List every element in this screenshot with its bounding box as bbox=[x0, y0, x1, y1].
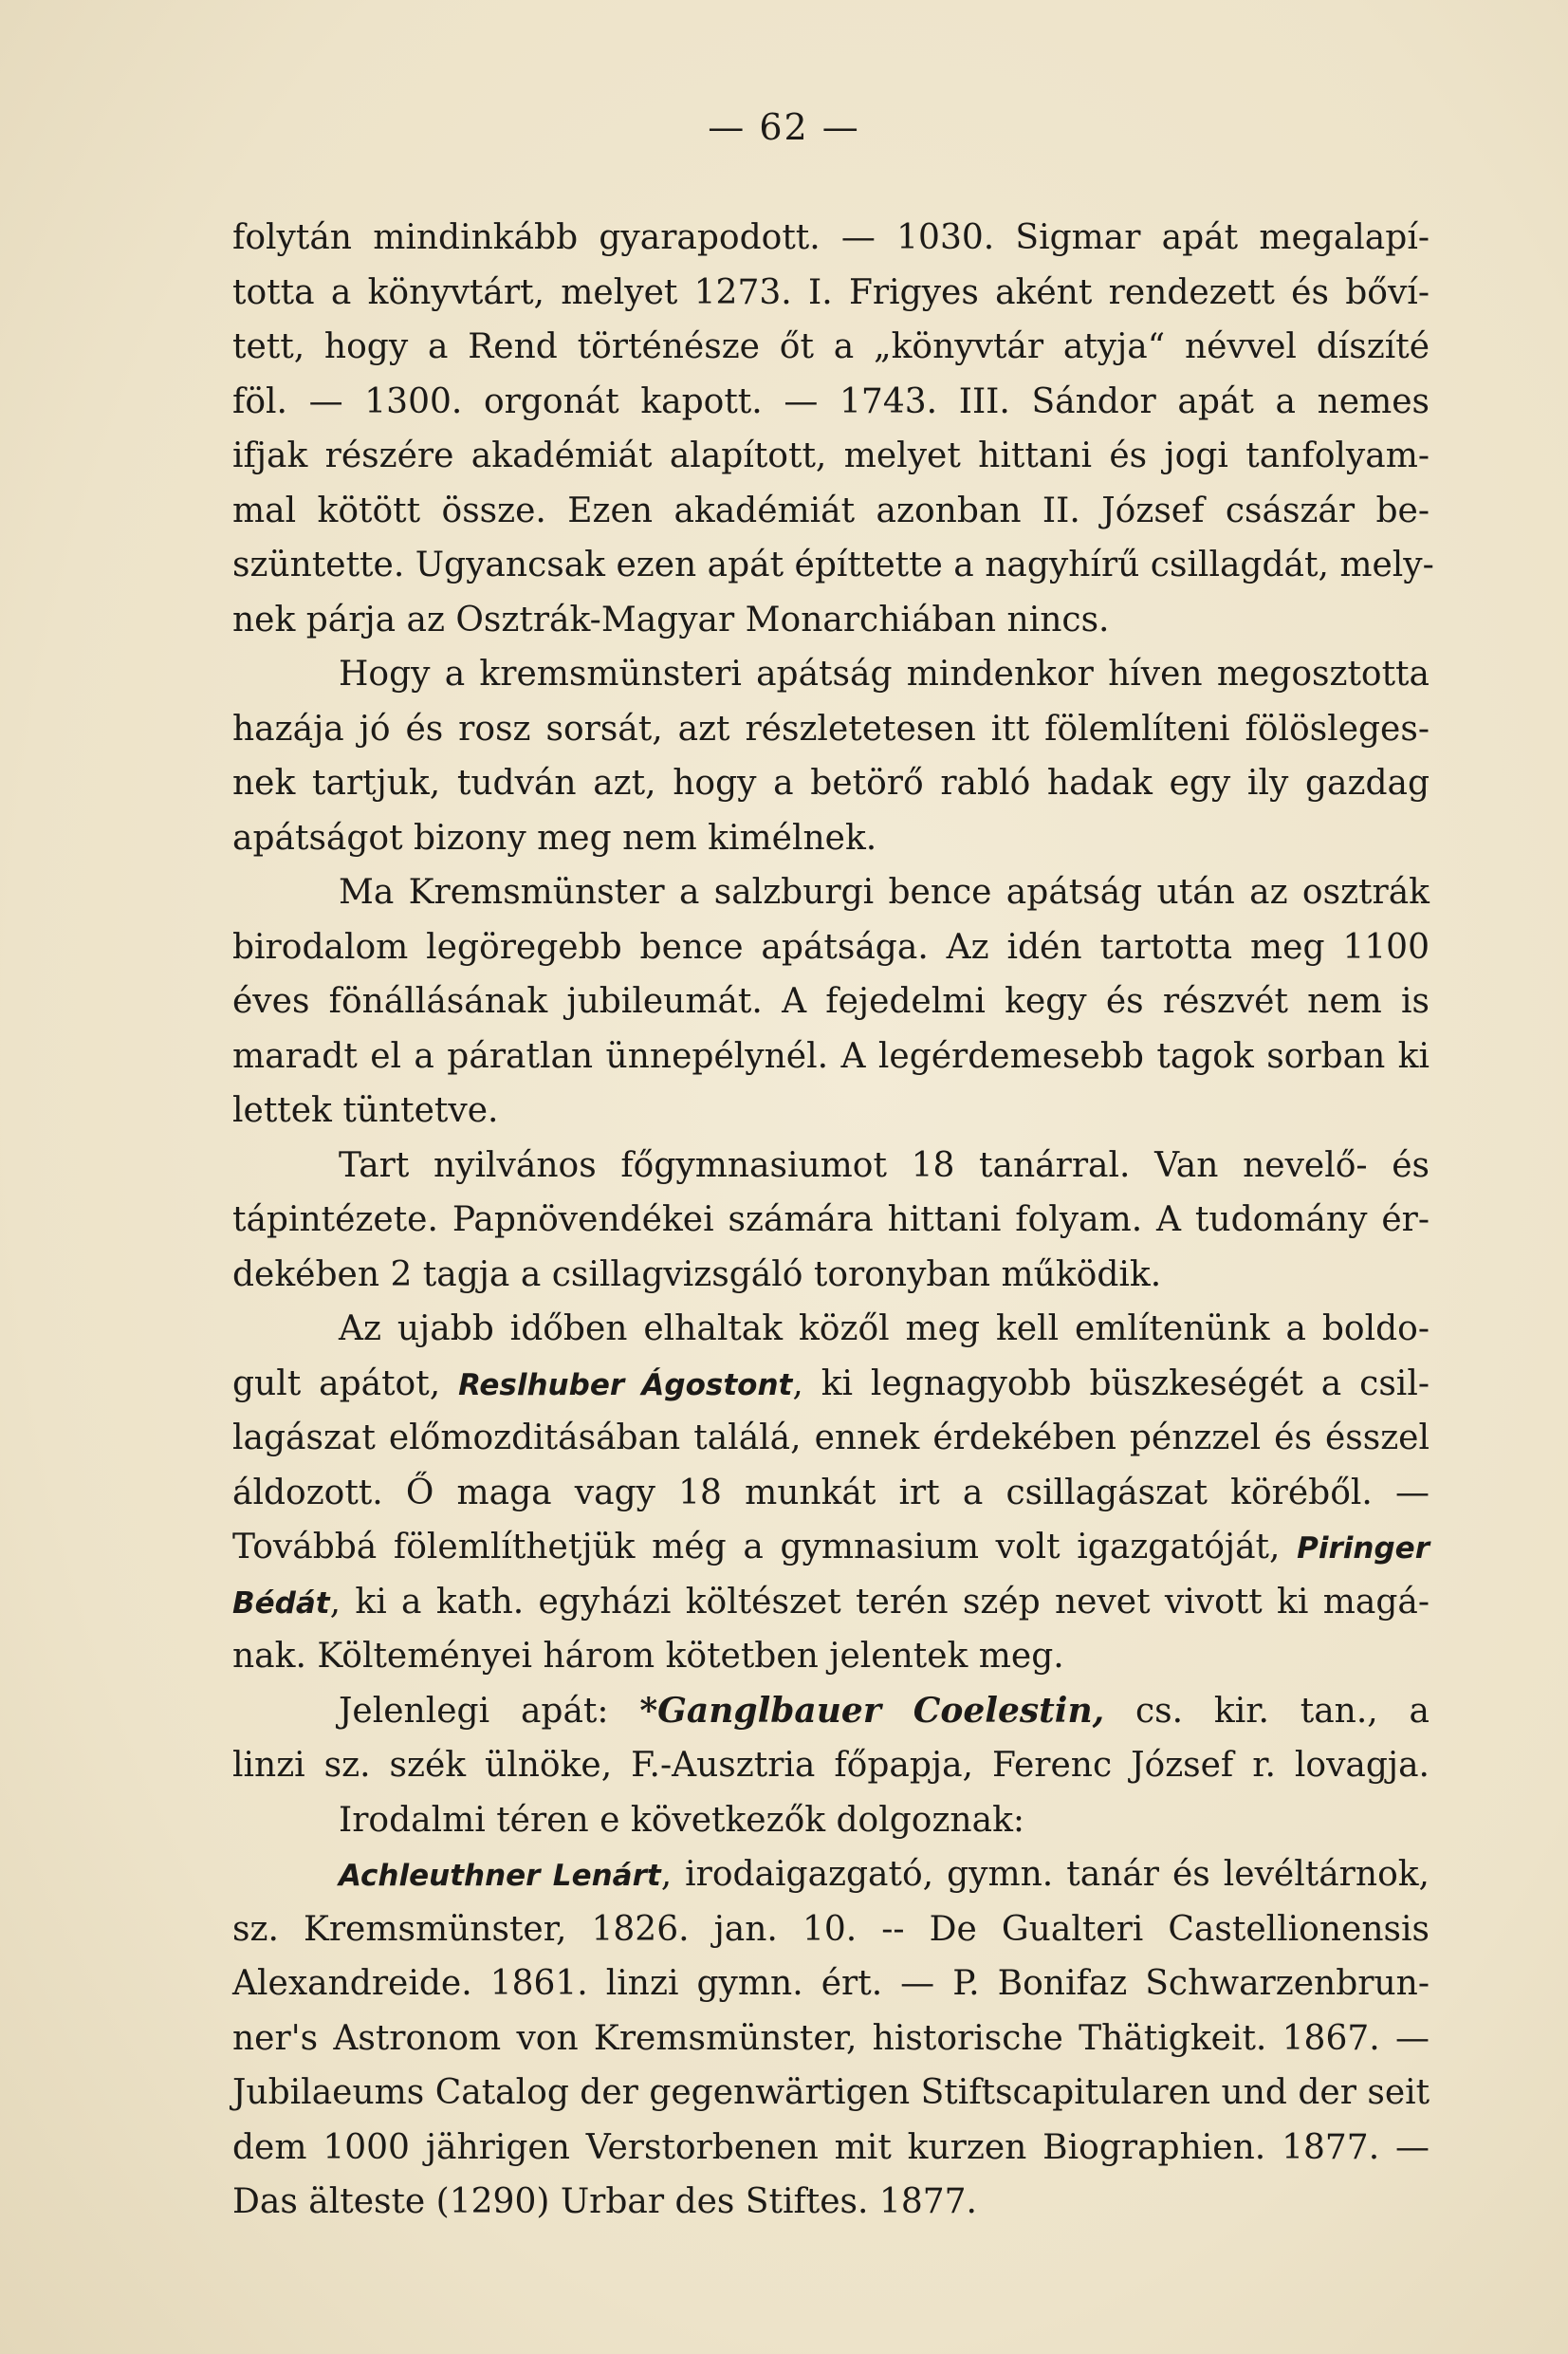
person-name: Piringer bbox=[1297, 1531, 1430, 1566]
text-line: Az ujabb időben elhaltak közől meg kell említenünk a boldo- bbox=[339, 1309, 1430, 1348]
text-line: Das älteste (1290) Urbar des Stiftes. 1877. bbox=[232, 2182, 977, 2221]
text-line: ner's Astronom von Kremsmünster, historische Thätigkeit. 1867. — bbox=[232, 2018, 1430, 2058]
person-name: *Ganglbauer Coelestin, bbox=[639, 1690, 1105, 1731]
text-line bbox=[232, 1520, 1430, 1575]
line-text: Továbbá fölemlíthetjük még a gymnasium volt igazgatóját, bbox=[232, 1528, 1298, 1566]
text-line bbox=[232, 1684, 1430, 1739]
line-text: cs. kir. tan., a bbox=[1104, 1691, 1430, 1731]
line-text: , ki legnagyobb büszkeségét a csil- bbox=[792, 1363, 1430, 1403]
text-line: nak. Költeményei három kötetben jelentek meg. bbox=[232, 1637, 1064, 1676]
text-line: tápintézete. Papnövendékei számára hittani folyam. A tudomány ér- bbox=[232, 1200, 1430, 1239]
text-line: maradt el a páratlan ünnepélynél. A legérdemesebb tagok sorban ki bbox=[232, 1036, 1430, 1076]
text-line: Tart nyilvános főgymnasiumot 18 tanárral. Van nevelő- és bbox=[339, 1145, 1430, 1185]
text-line: Alexandreide. 1861. linzi gymn. ért. — P. Bonifaz Schwarzenbrun- bbox=[232, 1964, 1430, 2003]
text-line: Ma Kremsmünster a salzburgi bence apátság után az osztrák bbox=[339, 873, 1430, 912]
text-line: Irodalmi téren e következők dolgoznak: bbox=[339, 1800, 1025, 1840]
line-text: Jelenlegi apát: bbox=[339, 1691, 640, 1731]
text-line: dem 1000 jährigen Verstorbenen mit kurzen Biographien. 1877. — bbox=[232, 2127, 1430, 2167]
text-line: Jubilaeums Catalog der gegenwärtigen Stiftscapitularen und der seit bbox=[232, 2073, 1430, 2112]
text-line: dekében 2 tagja a csillagvizsgáló toronyban működik. bbox=[232, 1254, 1162, 1294]
line-text: , irodaigazgató, gymn. tanár és levéltárnok, bbox=[660, 1855, 1430, 1894]
text-line: tett, hogy a Rend történésze őt a „könyvtár atyja“ névvel díszíté bbox=[232, 327, 1430, 366]
text-line bbox=[232, 1357, 1430, 1412]
text-line: hazája jó és rosz sorsát, azt részletetesen itt fölemlíteni fölösleges- bbox=[232, 709, 1430, 749]
text-line: éves fönállásának jubileumát. A fejedelmi kegy és részvét nem is bbox=[232, 982, 1430, 1021]
text-line: folytán mindinkább gyarapodott. — 1030. Sigmar apát megalapí- bbox=[232, 218, 1430, 257]
text-line: ifjak részére akadémiát alapított, melyet hittani és jogi tanfolyam- bbox=[232, 436, 1430, 475]
text-line: totta a könyvtárt, melyet 1273. I. Frigyes aként rendezett és bőví- bbox=[232, 272, 1430, 312]
text-line bbox=[232, 1847, 1430, 1902]
person-name: Achleuthner Lenárt bbox=[339, 1859, 661, 1893]
text-line: nek tartjuk, tudván azt, hogy a betörő rabló hadak egy ily gazdag bbox=[232, 764, 1430, 803]
text-line: föl. — 1300. orgonát kapott. — 1743. III. Sándor apát a nemes bbox=[232, 381, 1430, 421]
text-line: szüntette. Ugyancsak ezen apát építtette a nagyhírű csillagdát, mely- bbox=[232, 546, 1434, 584]
text-line: mal kötött össze. Ezen akadémiát azonban II. József császár be- bbox=[232, 491, 1430, 530]
person-name: Bédát bbox=[232, 1585, 330, 1621]
line-text: , ki a kath. egyházi költészet terén szép nevet vivott ki magá- bbox=[329, 1582, 1430, 1622]
text-line: birodalom legöregebb bence apátsága. Az idén tartotta meg 1100 bbox=[232, 927, 1430, 967]
text-line: linzi sz. szék ülnöke, F.-Ausztria főpapja, Ferenc József r. lovagja. bbox=[232, 1746, 1430, 1785]
person-name: Reslhuber Ágostont bbox=[458, 1367, 793, 1402]
text-line: lagászat előmozditásában találá, ennek érdekében pénzzel és ésszel bbox=[232, 1418, 1430, 1457]
text-line: áldozott. Ő maga vagy 18 munkát irt a csillagászat köréből. — bbox=[232, 1473, 1430, 1512]
line-text: gult apátot, bbox=[232, 1363, 459, 1403]
text-line: nek párja az Osztrák-Magyar Monarchiában nincs. bbox=[232, 600, 1110, 639]
text-line: apátságot bizony meg nem kimélnek. bbox=[232, 818, 877, 858]
body-text bbox=[232, 211, 1434, 2230]
text-line bbox=[232, 1575, 1430, 1630]
text-line: Hogy a kremsmünsteri apátság mindenkor híven megosztotta bbox=[339, 655, 1430, 694]
text-line: sz. Kremsmünster, 1826. jan. 10. -- De Gualteri Castellionensis bbox=[232, 1909, 1430, 1949]
page-number: — 62 — bbox=[708, 106, 860, 148]
text-line: lettek tüntetve. bbox=[232, 1091, 499, 1130]
